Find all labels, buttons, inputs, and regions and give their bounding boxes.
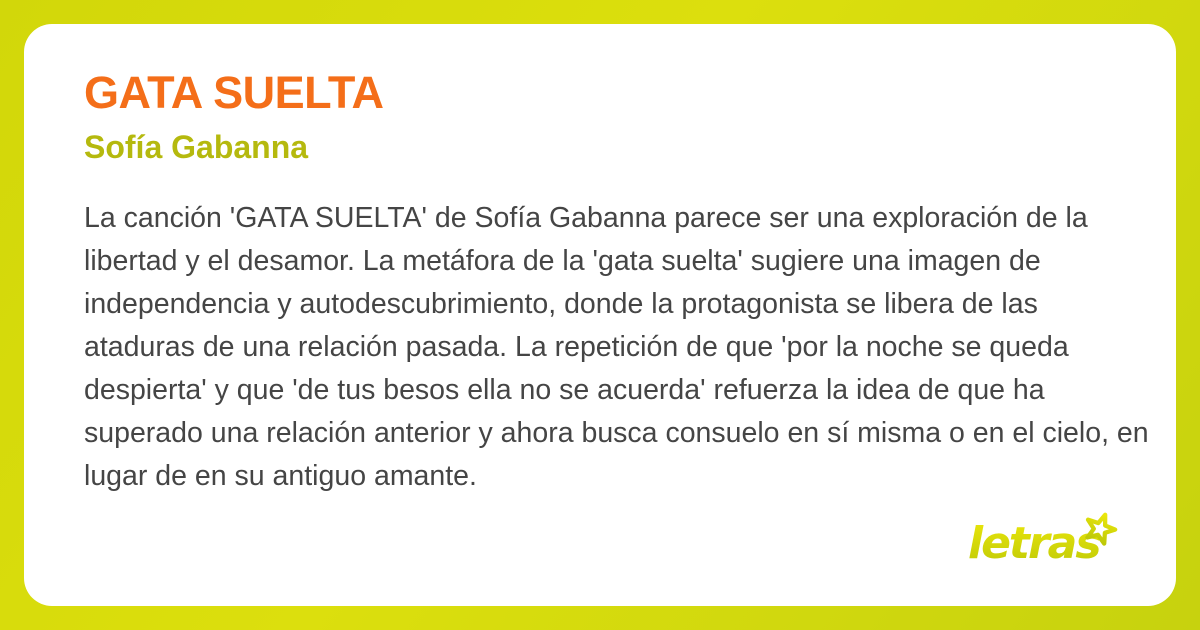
letras-logo: [968, 512, 1120, 572]
meaning-line: libertad y el desamor. La metáfora de la 'gata suelta' sugiere una imagen de: [84, 245, 1041, 278]
letras-wordmark: letras: [968, 518, 1100, 569]
meaning-line: lugar de en su antiguo amante.: [84, 460, 477, 493]
meaning-text: [84, 197, 1149, 498]
meaning-card: [24, 24, 1176, 606]
artist-name: Sofía Gabanna: [84, 129, 309, 165]
song-title: GATA SUELTA: [84, 67, 384, 118]
meaning-line: superado una relación anterior y ahora busca consuelo en sí misma o en el cielo, en: [84, 417, 1149, 450]
meaning-line: La canción 'GATA SUELTA' de Sofía Gabanna parece ser una exploración de la: [84, 202, 1088, 235]
meaning-line: ataduras de una relación pasada. La repetición de que 'por la noche se queda: [84, 331, 1069, 364]
meaning-line: despierta' y que 'de tus besos ella no se acuerda' refuerza la idea de que ha: [84, 374, 1045, 407]
meaning-line: independencia y autodescubrimiento, donde la protagonista se libera de las: [84, 288, 1038, 321]
